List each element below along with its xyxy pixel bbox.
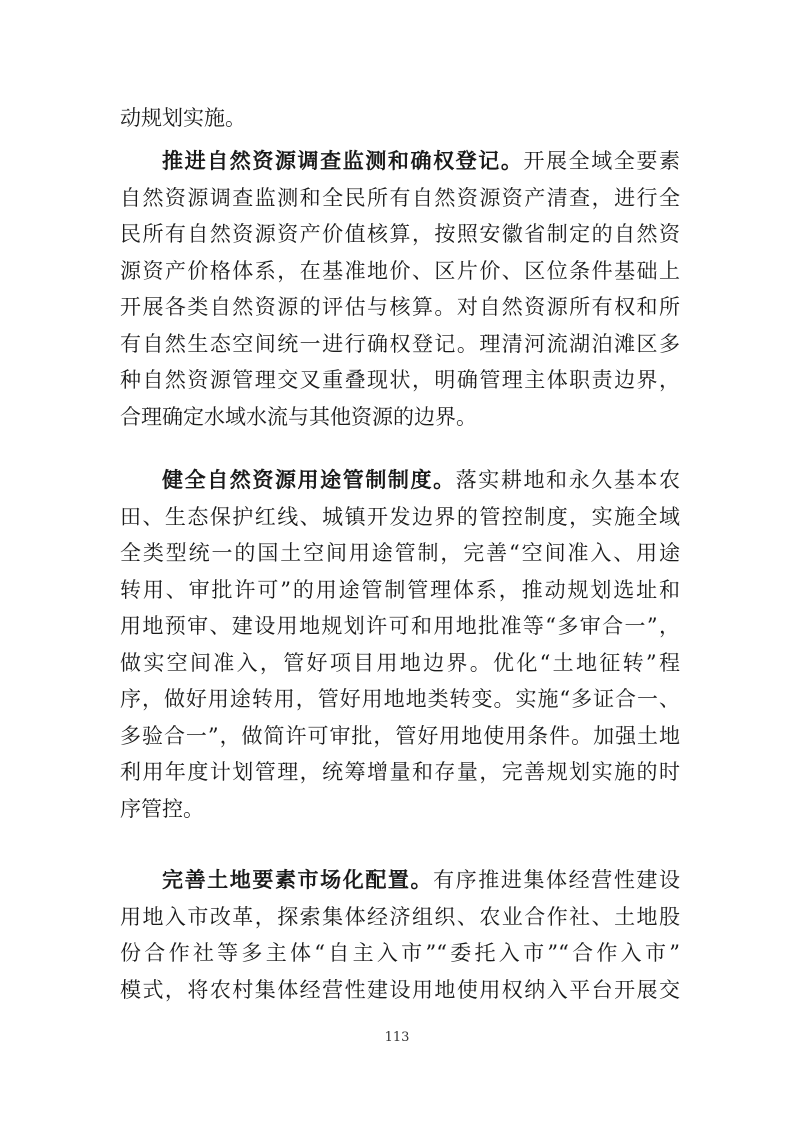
text-line: 模式，将农村集体经营性建设用地使用权纳入平台开展交 <box>120 977 680 1002</box>
text-line <box>120 143 680 180</box>
paragraph-3 <box>120 862 680 1008</box>
text-line: 有自然生态空间统一进行确权登记。理清河流湖泊滩区多 <box>120 331 680 356</box>
text-line: 多验合一”，做简许可审批，管好用地使用条件。加强土地 <box>120 723 680 748</box>
text-line: 用地入市改革，探索集体经济组织、农业合作社、土地股 <box>120 904 680 929</box>
text-line: 份合作社等多主体“自主入市”“委托入市”“合作入市” <box>120 941 680 965</box>
paragraph-1 <box>120 143 680 435</box>
text-line: 合理确定水域水流与其他资源的边界。 <box>120 404 477 429</box>
text-line: 利用年度计划管理，统筹增量和存量，完善规划实施的时 <box>120 760 680 784</box>
paragraph-heading: 推进自然资源调查监测和确权登记。 <box>162 149 524 173</box>
text-line: 种自然资源管理交叉重叠现状，明确管理主体职责边界， <box>120 368 680 392</box>
text-line: 做实空间准入，管好项目用地边界。优化“土地征转”程 <box>120 650 680 675</box>
text-line: 田、生态保护红线、城镇开发边界的管控制度，实施全域 <box>120 504 680 529</box>
text-line: 开展各类自然资源的评估与核算。对自然资源所有权和所 <box>120 295 680 319</box>
text-line <box>120 462 680 499</box>
text-line: 源资产价格体系，在基准地价、区片价、区位条件基础上 <box>120 258 680 283</box>
text-line: 转用、审批许可”的用途管制管理体系，推动规划选址和 <box>120 577 680 602</box>
page-number: 113 <box>384 1030 410 1045</box>
text-line <box>120 862 680 899</box>
paragraph-2 <box>120 462 680 827</box>
paragraph-0 <box>120 100 680 137</box>
text-run: 有序推进集体经营性建设 <box>433 868 680 892</box>
text-line: 民所有自然资源资产价值核算，按照安徽省制定的自然资 <box>120 222 680 246</box>
paragraph-heading: 完善土地要素市场化配置。 <box>162 868 434 892</box>
text-line: 动规划实施。 <box>120 106 246 130</box>
text-line: 序，做好用途转用，管好用地地类转变。实施“多证合一、 <box>120 687 680 711</box>
text-line: 自然资源调查监测和全民所有自然资源资产清查，进行全 <box>120 185 680 210</box>
text-run: 落实耕地和永久基本农 <box>455 468 680 492</box>
text-line: 全类型统一的国土空间用途管制，完善“空间准入、用途 <box>120 541 680 565</box>
paragraph-heading: 健全自然资源用途管制制度。 <box>162 468 456 492</box>
text-run: 开展全域全要素 <box>523 149 680 173</box>
text-line: 用地预审、建设用地规划许可和用地批准等“多审合一”， <box>120 614 680 638</box>
text-line: 序管控。 <box>120 796 204 821</box>
